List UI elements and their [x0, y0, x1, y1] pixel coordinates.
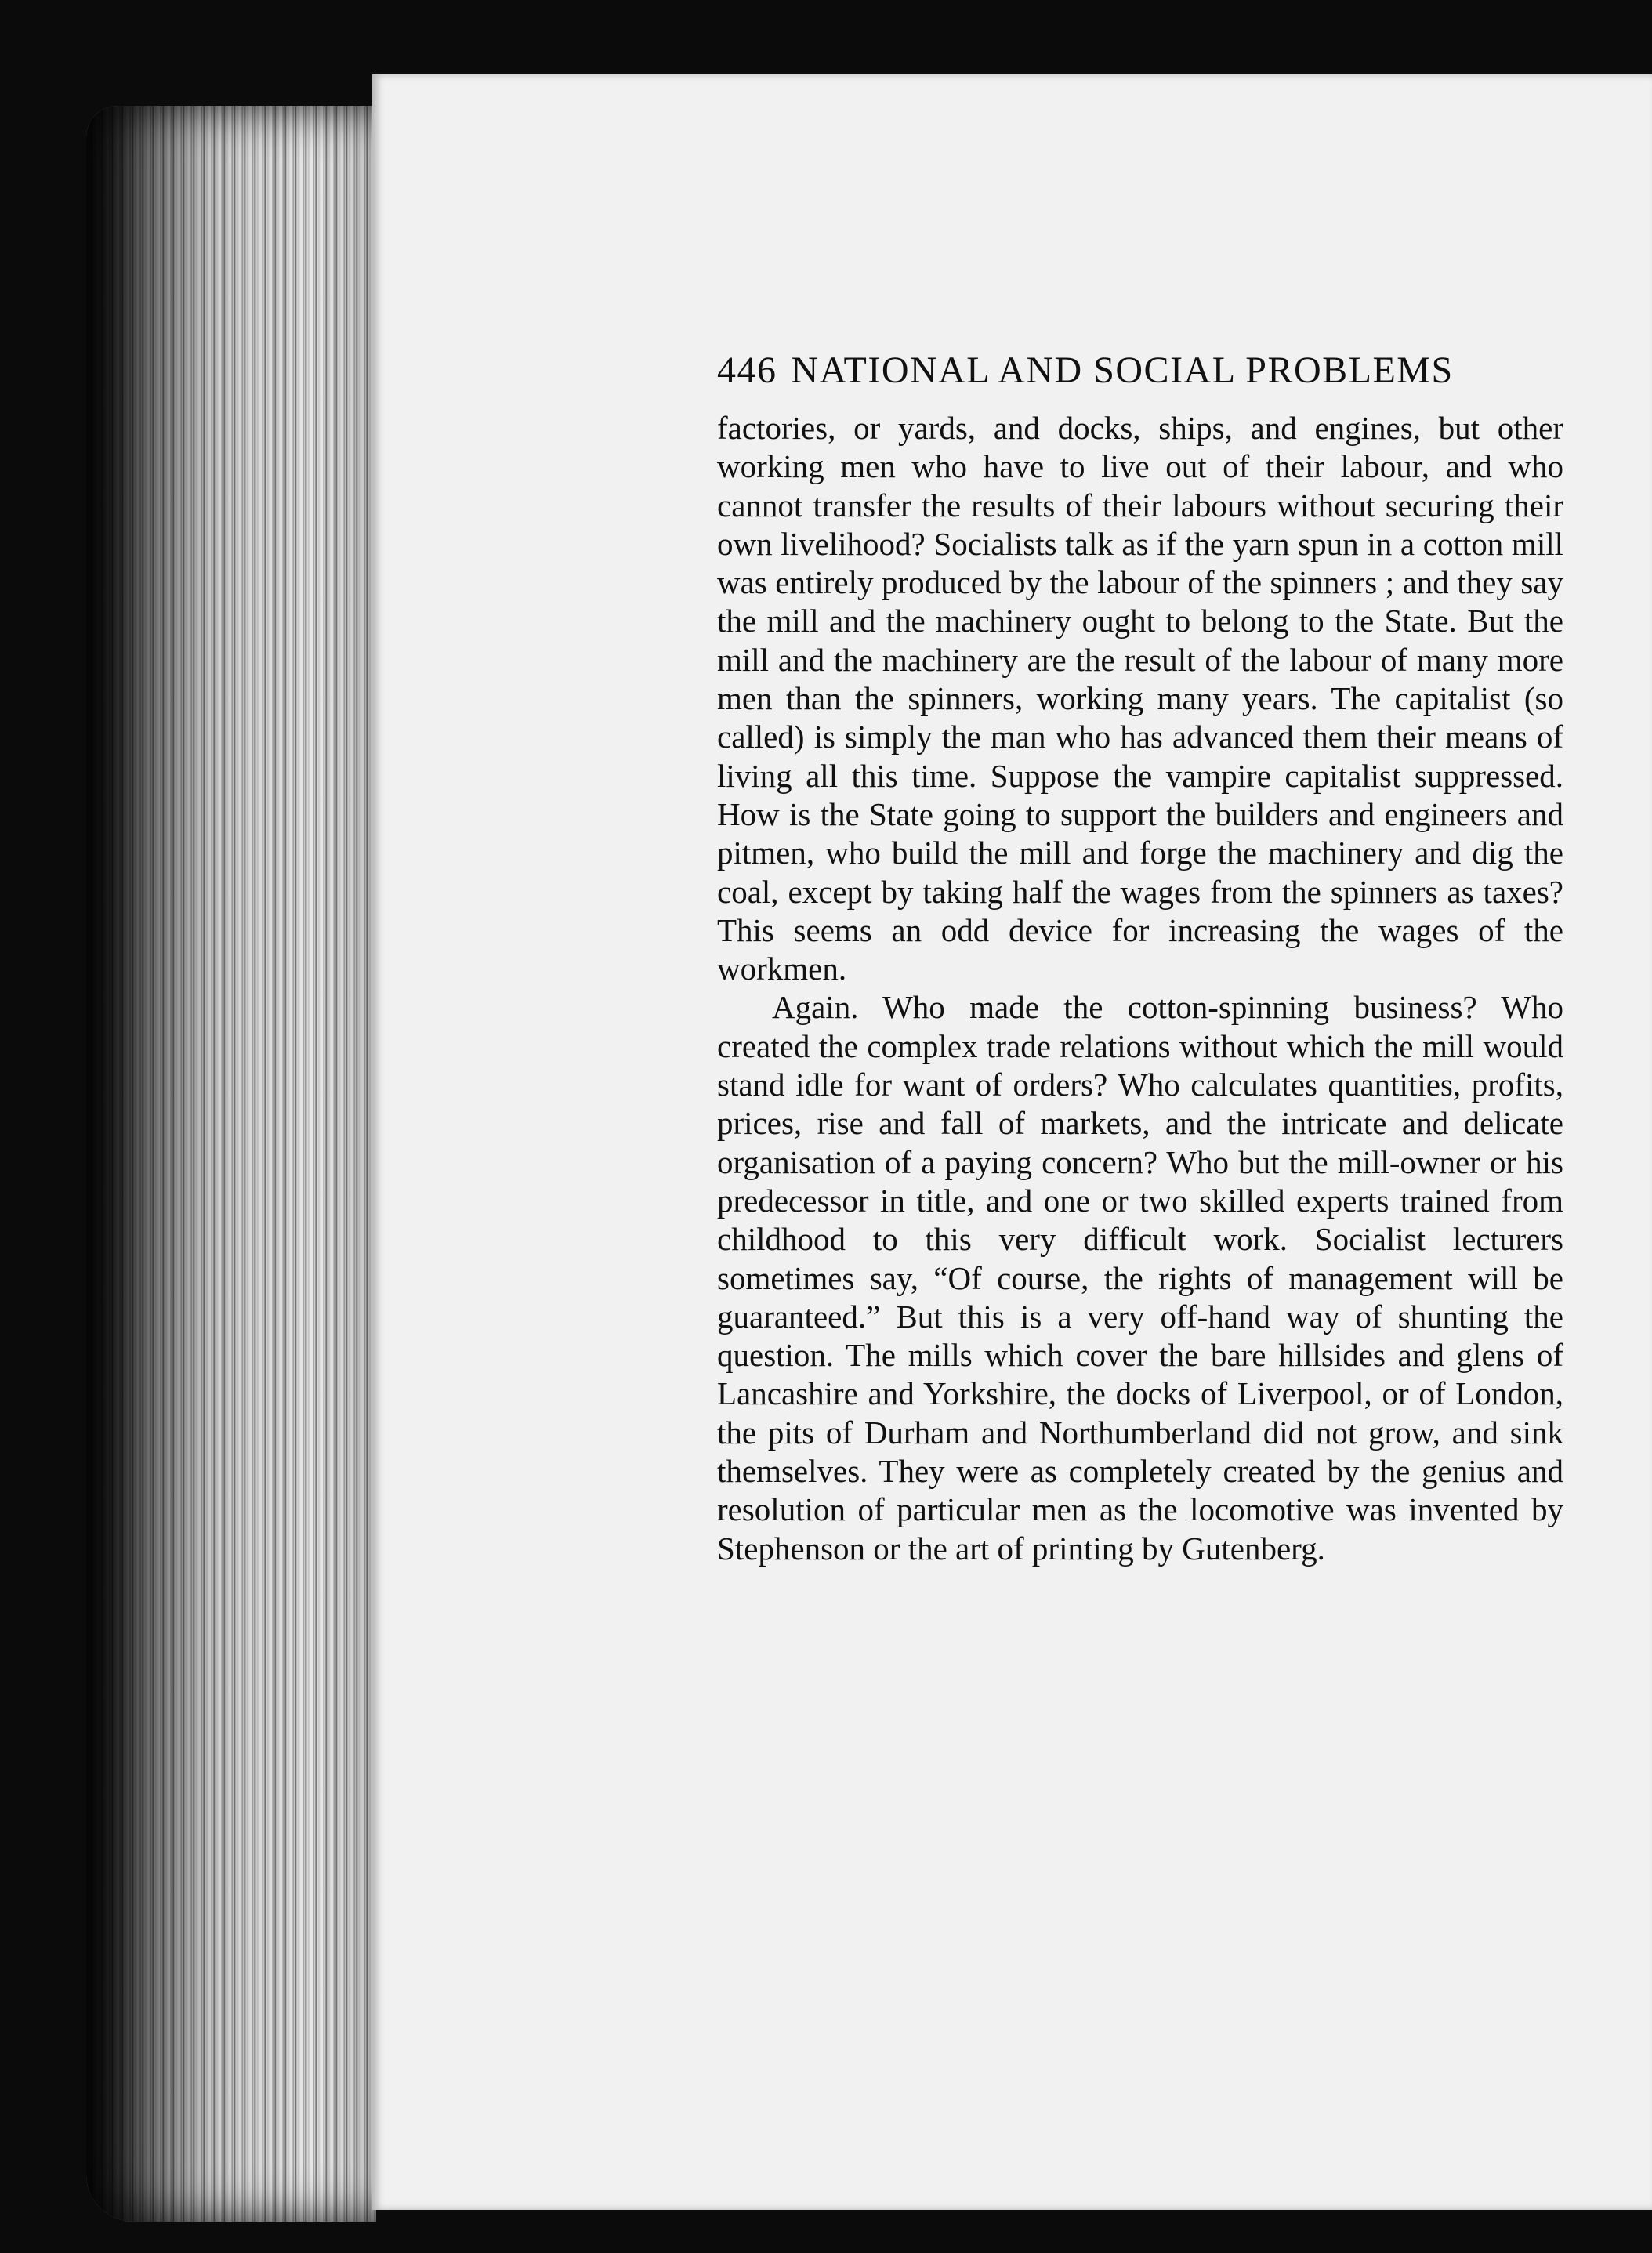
body-text — [717, 409, 1563, 1568]
book-page — [372, 74, 1652, 2210]
running-title: NATIONAL AND SOCIAL PROBLEMS — [791, 350, 1454, 391]
running-head — [717, 349, 1563, 392]
page-number: 446 — [717, 350, 777, 391]
open-book — [86, 74, 1652, 2237]
page-fore-edge-shadow — [86, 106, 376, 2222]
page-text-block — [717, 349, 1563, 1568]
paragraph-continued: factories, or yards, and docks, ships, and engines, but other working men who have to live out of their labour, and who cannot transfer the results of their labours without securing their own livelihood? Socialists talk as if the yarn spun in a cotton mill was entirely produced by the labour of the spinners ; and they say the mill and the machinery ought to belong to the State. But the mill and the machinery are the result of the labour of many more men than the spinners, working many years. The capitalist (so called) is simply the man who has advanced them their means of living all this time. Suppose the vampire capitalist suppressed. How is the State going to support the builders and engineers and pitmen, who build the mill and forge the machinery and dig the coal, except by taking half the wages from the spinners as taxes? This seems an odd device for increasing the wages of the workmen. — [717, 410, 1563, 987]
paragraph: Again. Who made the cotton-spinning business? Who created the complex trade relations without which the mill would stand idle for want of orders? Who calculates quantities, profits, prices, rise and fall of markets, and the intricate and delicate organisation of a paying concern? Who but the mill-owner or his predecessor in title, and one or two skilled experts trained from childhood to this very difficult work. Socialist lecturers sometimes say, “Of course, the rights of management will be guaranteed.” But this is a very off-hand way of shunting the question. The mills which cover the bare hillsides and glens of Lancashire and Yorkshire, the docks of Liverpool, or of London, the pits of Durham and Northumberland did not grow, and sink themselves. They were as completely created by the genius and resolution of particular men as the locomotive was invented by Stephenson or the art of printing by Gutenberg. — [717, 989, 1563, 1567]
